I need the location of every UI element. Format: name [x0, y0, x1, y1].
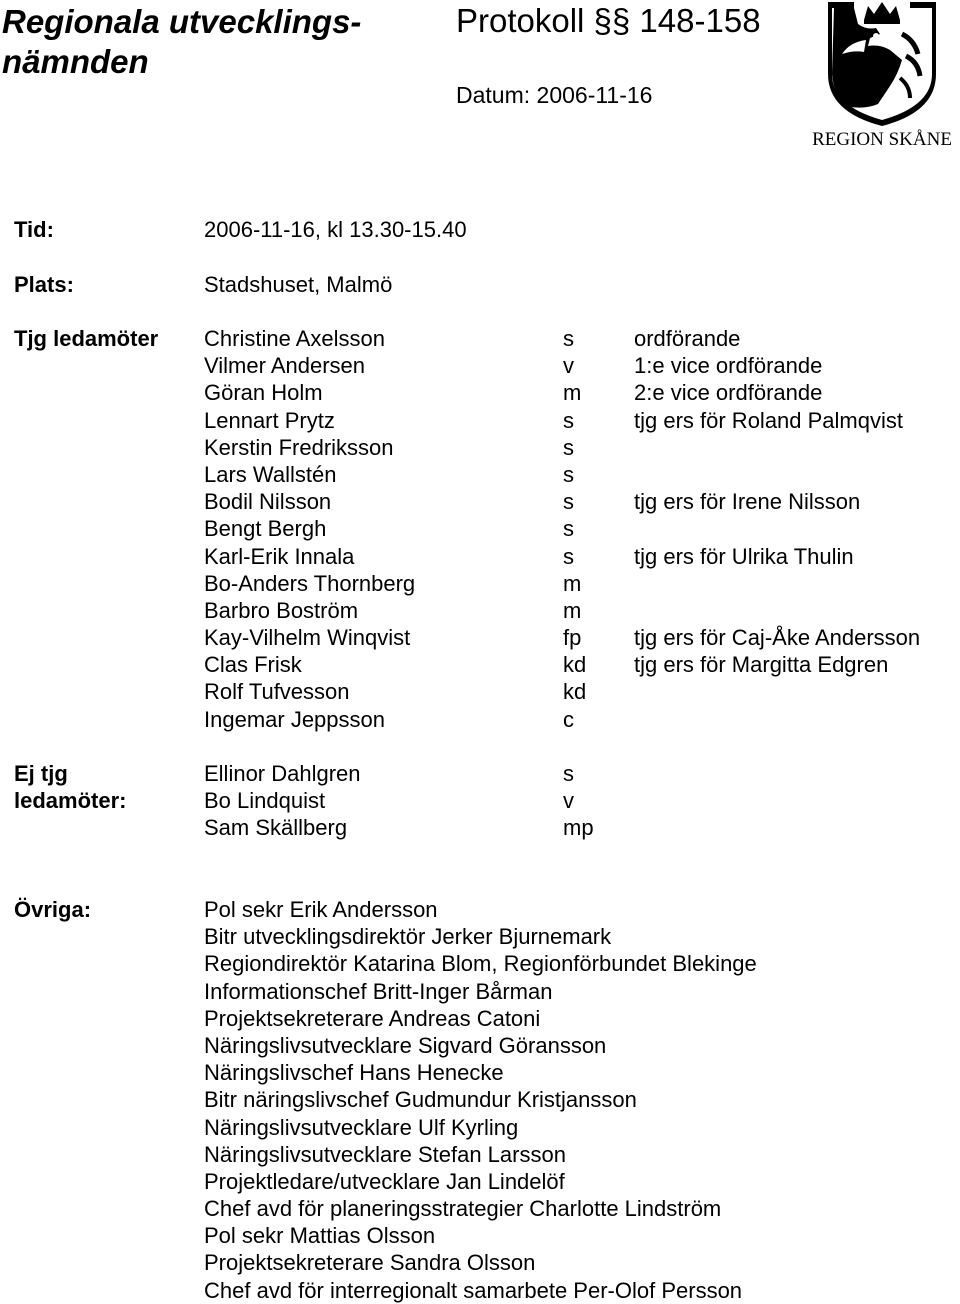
member-name: Christine Axelsson	[204, 326, 385, 351]
member-role: tjg ers för Ulrika Thulin	[634, 543, 854, 569]
member-name: Bodil Nilsson	[204, 489, 332, 515]
list-item: Projektsekreterare Sandra Olsson	[204, 1250, 536, 1276]
member-party: s	[563, 407, 574, 433]
list-item: Projektledare/utvecklare Jan Lindelöf	[204, 1168, 565, 1194]
member-party: c	[563, 706, 574, 732]
organization-name	[2, 2, 361, 82]
member-party: s	[563, 489, 574, 515]
member-party: mp	[563, 815, 594, 841]
logo-text: REGION SKÅNE	[812, 129, 952, 150]
member-party: s	[563, 543, 574, 569]
list-item: Pol sekr Mattias Olsson	[204, 1223, 436, 1249]
list-item: Chef avd för planeringsstrategier Charlotte Lindström	[204, 1196, 722, 1222]
member-role: tjg ers för Margitta Edgren	[634, 652, 889, 678]
member-name: Ellinor Dahlgren	[204, 761, 361, 786]
members-label: Tjg ledamöter	[14, 326, 159, 351]
list-item: Näringslivsutvecklare Sigvard Göransson	[204, 1032, 607, 1058]
list-item: Informationschef Britt-Inger Bårman	[204, 978, 553, 1004]
list-item: Regiondirektör Katarina Blom, Regionförbundet Blekinge	[204, 951, 757, 977]
member-party: m	[563, 380, 582, 406]
member-role: ordförande	[634, 326, 741, 351]
time-value: 2006-11-16, kl 13.30-15.40	[204, 217, 467, 242]
organization-name-line1: Regionala utvecklings-	[2, 3, 362, 40]
time-label: Tid:	[14, 217, 54, 242]
member-name: Lars Wallstén	[204, 461, 337, 487]
member-name: Bengt Bergh	[204, 516, 327, 542]
list-item: Näringslivschef Hans Henecke	[204, 1060, 504, 1086]
member-party: v	[563, 353, 574, 379]
protocol-title: Protokoll §§ 148-158	[456, 2, 761, 39]
non-serving-label-line1: Ej tjg	[14, 761, 68, 786]
member-party: v	[563, 788, 574, 814]
list-item: Näringslivsutvecklare Stefan Larsson	[204, 1141, 566, 1167]
member-role: 1:e vice ordförande	[634, 353, 823, 379]
place-label: Plats:	[14, 272, 74, 297]
member-name: Kay-Vilhelm Winqvist	[204, 625, 411, 651]
member-party: s	[563, 761, 574, 786]
non-serving-label-line2: ledamöter:	[14, 788, 127, 813]
member-name: Bo Lindquist	[204, 788, 326, 814]
others-list	[204, 896, 757, 1304]
member-name: Göran Holm	[204, 380, 323, 406]
member-party: kd	[563, 652, 587, 678]
member-name: Lennart Prytz	[204, 407, 335, 433]
member-party: fp	[563, 625, 582, 651]
member-party: s	[563, 461, 574, 487]
member-party: m	[563, 570, 582, 596]
member-name: Kerstin Fredriksson	[204, 434, 394, 460]
region-skane-logo	[806, 0, 958, 156]
list-item: Bitr näringslivschef Gudmundur Kristjansson	[204, 1087, 637, 1113]
member-party: kd	[563, 679, 587, 705]
member-role: 2:e vice ordförande	[634, 380, 823, 406]
griffin-shield-icon	[806, 0, 958, 128]
member-party: s	[563, 434, 574, 460]
member-name: Ingemar Jeppsson	[204, 706, 385, 732]
place-value: Stadshuset, Malmö	[204, 272, 393, 297]
member-party: s	[563, 326, 574, 351]
member-party: s	[563, 516, 574, 542]
member-name: Vilmer Andersen	[204, 353, 366, 379]
member-name: Clas Frisk	[204, 652, 302, 678]
protocol-date: Datum: 2006-11-16	[456, 82, 653, 108]
member-name: Rolf Tufvesson	[204, 679, 350, 705]
others-label: Övriga:	[14, 897, 92, 922]
member-role: tjg ers för Irene Nilsson	[634, 489, 861, 515]
member-role: tjg ers för Caj-Åke Andersson	[634, 625, 921, 651]
member-name: Bo-Anders Thornberg	[204, 570, 416, 596]
list-item: Projektsekreterare Andreas Catoni	[204, 1005, 541, 1031]
member-name: Karl-Erik Innala	[204, 543, 355, 569]
member-role: tjg ers för Roland Palmqvist	[634, 407, 903, 433]
member-party: m	[563, 597, 582, 623]
organization-name-line2: nämnden	[2, 43, 149, 80]
list-item: Bitr utvecklingsdirektör Jerker Bjurnemark	[204, 924, 612, 950]
member-name: Sam Skällberg	[204, 815, 348, 841]
list-item: Pol sekr Erik Andersson	[204, 897, 438, 922]
list-item: Chef avd för interregionalt samarbete Per-Olof Persson	[204, 1277, 743, 1303]
member-name: Barbro Boström	[204, 597, 359, 623]
list-item: Näringslivsutvecklare Ulf Kyrling	[204, 1114, 519, 1140]
